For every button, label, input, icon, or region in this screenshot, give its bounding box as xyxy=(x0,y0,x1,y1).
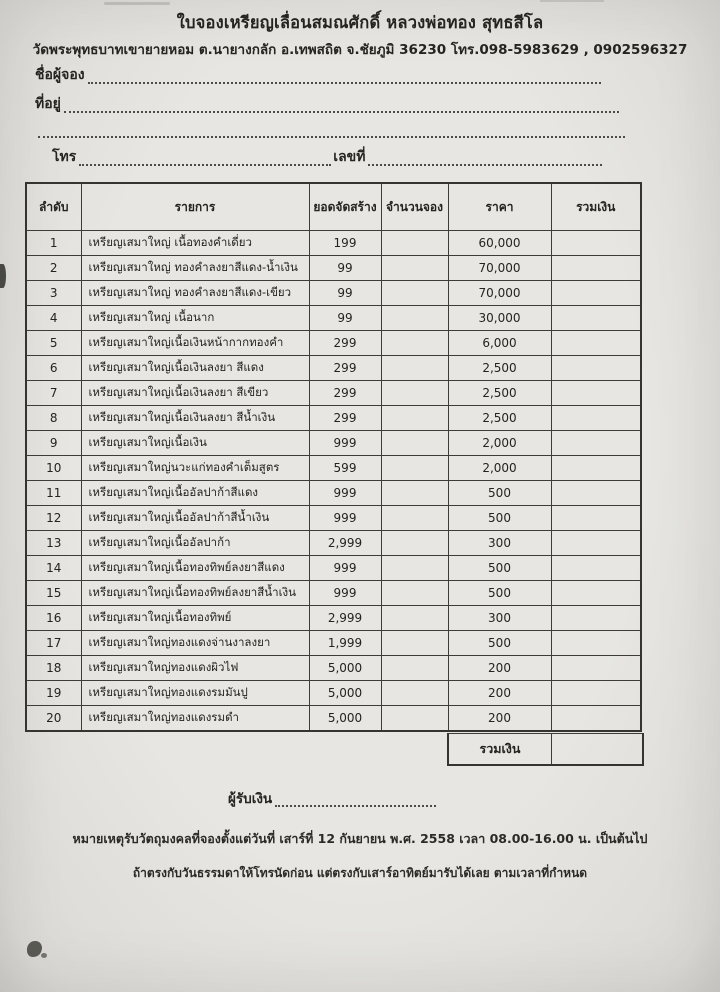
address-field-line2 xyxy=(35,124,627,140)
cell-total xyxy=(551,631,641,656)
column-header: รายการ xyxy=(81,183,309,231)
column-header: ลำดับ xyxy=(26,183,81,231)
cell-total xyxy=(551,506,641,531)
address-field xyxy=(35,93,621,115)
cell-qty xyxy=(381,506,448,531)
table-row xyxy=(26,281,641,306)
cell-total xyxy=(551,706,641,732)
cell-item: เหรียญเสมาใหญ่เนื้อเงินลงยา สีน้ำเงิน xyxy=(81,406,309,431)
cell-price: 6,000 xyxy=(448,331,551,356)
cell-item: เหรียญเสมาใหญ่ เนื้อนาก xyxy=(81,306,309,331)
cell-no: 9 xyxy=(26,431,81,456)
cell-qty xyxy=(381,681,448,706)
cell-item: เหรียญเสมาใหญ่ทองแดงผิวไฟ xyxy=(81,656,309,681)
cell-price: 60,000 xyxy=(448,231,551,256)
pickup-note-line-1: หมายเหตุรับวัตถุมงคลที่จองตั้งแต่วันที่ เสาร์ที่ 12 กันยายน พ.ศ. 2558 เวลา 08.00-16.00 น. เป็นต้นไป xyxy=(72,831,648,846)
cell-price: 500 xyxy=(448,631,551,656)
cell-made: 999 xyxy=(309,481,381,506)
cell-item: เหรียญเสมาใหญ่เนื้อทองทิพย์ xyxy=(81,606,309,631)
address-label: ที่อยู่ xyxy=(35,96,61,112)
table-row xyxy=(26,656,641,681)
cell-no: 8 xyxy=(26,406,81,431)
cell-made: 5,000 xyxy=(309,681,381,706)
cell-qty xyxy=(381,556,448,581)
cell-made: 199 xyxy=(309,231,381,256)
table-row xyxy=(26,506,641,531)
cell-qty xyxy=(381,456,448,481)
table-row xyxy=(26,331,641,356)
cell-total xyxy=(551,331,641,356)
table-row xyxy=(26,381,641,406)
cell-price: 200 xyxy=(448,656,551,681)
cell-price: 2,500 xyxy=(448,356,551,381)
cell-item: เหรียญเสมาใหญ่ ทองคำลงยาสีแดง-น้ำเงิน xyxy=(81,256,309,281)
cell-price: 200 xyxy=(448,681,551,706)
cell-total xyxy=(551,656,641,681)
cell-item: เหรียญเสมาใหญ่เนื้อเงินหน้ากากทองคำ xyxy=(81,331,309,356)
order-table xyxy=(25,182,642,732)
cell-qty xyxy=(381,581,448,606)
cell-price: 200 xyxy=(448,706,551,732)
cell-made: 99 xyxy=(309,306,381,331)
cell-made: 299 xyxy=(309,356,381,381)
cell-item: เหรียญเสมาใหญ่ทองแดงรมมันปู xyxy=(81,681,309,706)
table-row xyxy=(26,306,641,331)
cell-made: 999 xyxy=(309,556,381,581)
orderer-name-field xyxy=(35,64,603,86)
cell-made: 999 xyxy=(309,431,381,456)
cell-qty xyxy=(381,281,448,306)
money-receiver-signature xyxy=(228,787,438,809)
scan-artifact xyxy=(41,953,47,958)
orderer-name-blank-line xyxy=(88,67,601,84)
cell-total xyxy=(551,256,641,281)
cell-item: เหรียญเสมาใหญ่เนื้ออัลปาก้าสีน้ำเงิน xyxy=(81,506,309,531)
cell-made: 299 xyxy=(309,406,381,431)
cell-item: เหรียญเสมาใหญ่ เนื้อทองคำเดี่ยว xyxy=(81,231,309,256)
cell-price: 500 xyxy=(448,481,551,506)
cell-item: เหรียญเสมาใหญ่ทองแดงจ่านงาลงยา xyxy=(81,631,309,656)
cell-total xyxy=(551,381,641,406)
table-row xyxy=(26,631,641,656)
cell-made: 99 xyxy=(309,256,381,281)
cell-item: เหรียญเสมาใหญ่นวะแก่ทองคำเต็มสูตร xyxy=(81,456,309,481)
table-row xyxy=(26,531,641,556)
cell-no: 17 xyxy=(26,631,81,656)
cell-no: 7 xyxy=(26,381,81,406)
table-row xyxy=(26,706,641,732)
money-receiver-label: ผู้รับเงิน xyxy=(228,791,273,807)
cell-qty xyxy=(381,381,448,406)
cell-qty xyxy=(381,306,448,331)
cell-no: 15 xyxy=(26,581,81,606)
cell-qty xyxy=(381,481,448,506)
cell-qty xyxy=(381,656,448,681)
cell-qty xyxy=(381,331,448,356)
grand-total-row xyxy=(447,733,644,766)
column-header: รวมเงิน xyxy=(551,183,641,231)
address-blank-line xyxy=(64,96,619,113)
cell-total xyxy=(551,581,641,606)
cell-no: 18 xyxy=(26,656,81,681)
cell-made: 299 xyxy=(309,331,381,356)
table-row xyxy=(26,606,641,631)
cell-no: 2 xyxy=(26,256,81,281)
cell-made: 999 xyxy=(309,581,381,606)
cell-item: เหรียญเสมาใหญ่เนื้อทองทิพย์ลงยาสีแดง xyxy=(81,556,309,581)
cell-made: 599 xyxy=(309,456,381,481)
phone-blank-line xyxy=(79,149,331,166)
cell-no: 3 xyxy=(26,281,81,306)
cell-total xyxy=(551,281,641,306)
cell-no: 14 xyxy=(26,556,81,581)
table-row xyxy=(26,481,641,506)
cell-total xyxy=(551,406,641,431)
cell-made: 999 xyxy=(309,506,381,531)
table-row xyxy=(26,431,641,456)
table-row xyxy=(26,356,641,381)
cell-made: 2,999 xyxy=(309,606,381,631)
cell-no: 20 xyxy=(26,706,81,732)
cell-no: 16 xyxy=(26,606,81,631)
cell-made: 99 xyxy=(309,281,381,306)
page-title: ใบจองเหรียญเลื่อนสมณศักดิ์ หลวงพ่อทอง สุทธสีโล xyxy=(176,13,544,32)
scan-artifact xyxy=(104,2,170,5)
cell-price: 500 xyxy=(448,556,551,581)
doc-number-label: เลขที่ xyxy=(333,149,366,165)
cell-made: 2,999 xyxy=(309,531,381,556)
phone-and-number-field xyxy=(52,146,604,168)
cell-total xyxy=(551,431,641,456)
cell-price: 500 xyxy=(448,581,551,606)
cell-no: 5 xyxy=(26,331,81,356)
column-header: จำนวนจอง xyxy=(381,183,448,231)
cell-total xyxy=(551,306,641,331)
cell-price: 2,000 xyxy=(448,431,551,456)
scan-artifact xyxy=(0,264,6,288)
cell-price: 500 xyxy=(448,506,551,531)
cell-price: 70,000 xyxy=(448,281,551,306)
money-receiver-blank-line xyxy=(275,790,436,807)
cell-total xyxy=(551,531,641,556)
cell-no: 19 xyxy=(26,681,81,706)
cell-price: 2,000 xyxy=(448,456,551,481)
cell-total xyxy=(551,356,641,381)
table-header-row xyxy=(26,183,641,231)
table-row xyxy=(26,681,641,706)
cell-no: 12 xyxy=(26,506,81,531)
orderer-name-label: ชื่อผู้จอง xyxy=(35,67,85,83)
cell-total xyxy=(551,556,641,581)
grand-total-label: รวมเงิน xyxy=(449,734,552,764)
cell-no: 11 xyxy=(26,481,81,506)
cell-made: 5,000 xyxy=(309,706,381,732)
cell-made: 1,999 xyxy=(309,631,381,656)
doc-number-blank-line xyxy=(368,149,602,166)
cell-qty xyxy=(381,431,448,456)
cell-qty xyxy=(381,231,448,256)
column-header: ราคา xyxy=(448,183,551,231)
cell-item: เหรียญเสมาใหญ่เนื้อเงินลงยา สีแดง xyxy=(81,356,309,381)
cell-qty xyxy=(381,706,448,732)
cell-qty xyxy=(381,406,448,431)
table-row xyxy=(26,256,641,281)
cell-total xyxy=(551,456,641,481)
cell-item: เหรียญเสมาใหญ่ทองแดงรมดำ xyxy=(81,706,309,732)
cell-item: เหรียญเสมาใหญ่เนื้อเงินลงยา สีเขียว xyxy=(81,381,309,406)
cell-price: 2,500 xyxy=(448,381,551,406)
cell-no: 13 xyxy=(26,531,81,556)
cell-no: 10 xyxy=(26,456,81,481)
table-row xyxy=(26,406,641,431)
grand-total-value xyxy=(552,734,642,764)
table-row xyxy=(26,556,641,581)
phone-label: โทร xyxy=(52,149,77,165)
cell-qty xyxy=(381,631,448,656)
cell-item: เหรียญเสมาใหญ่เนื้อเงิน xyxy=(81,431,309,456)
cell-total xyxy=(551,231,641,256)
cell-no: 6 xyxy=(26,356,81,381)
cell-item: เหรียญเสมาใหญ่เนื้ออัลปาก้าสีแดง xyxy=(81,481,309,506)
cell-no: 4 xyxy=(26,306,81,331)
cell-price: 300 xyxy=(448,531,551,556)
cell-qty xyxy=(381,256,448,281)
cell-made: 299 xyxy=(309,381,381,406)
address-blank-line-2 xyxy=(38,121,625,138)
pickup-note-line-2: ถ้าตรงกับวันธรรมดาให้โทรนัดก่อน แต่ตรงกับเสาร์อาทิตย์มารับได้เลย ตามเวลาที่กำหนด xyxy=(132,866,588,880)
temple-address-line: วัดพระพุทธบาทเขายายหอม ต.นายางกลัก อ.เทพสถิต จ.ชัยภูมิ 36230 โทร.098-5983629 , 0902596327 xyxy=(32,42,688,58)
cell-price: 30,000 xyxy=(448,306,551,331)
table-row xyxy=(26,581,641,606)
table-row xyxy=(26,231,641,256)
cell-price: 70,000 xyxy=(448,256,551,281)
cell-price: 2,500 xyxy=(448,406,551,431)
column-header: ยอดจัดสร้าง xyxy=(309,183,381,231)
scan-artifact xyxy=(540,0,604,2)
cell-total xyxy=(551,481,641,506)
scan-artifact xyxy=(27,941,42,957)
cell-price: 300 xyxy=(448,606,551,631)
cell-total xyxy=(551,681,641,706)
cell-item: เหรียญเสมาใหญ่ ทองคำลงยาสีแดง-เขียว xyxy=(81,281,309,306)
cell-qty xyxy=(381,606,448,631)
cell-item: เหรียญเสมาใหญ่เนื้อทองทิพย์ลงยาสีน้ำเงิน xyxy=(81,581,309,606)
cell-no: 1 xyxy=(26,231,81,256)
table-row xyxy=(26,456,641,481)
cell-qty xyxy=(381,356,448,381)
cell-made: 5,000 xyxy=(309,656,381,681)
cell-item: เหรียญเสมาใหญ่เนื้ออัลปาก้า xyxy=(81,531,309,556)
cell-total xyxy=(551,606,641,631)
cell-qty xyxy=(381,531,448,556)
